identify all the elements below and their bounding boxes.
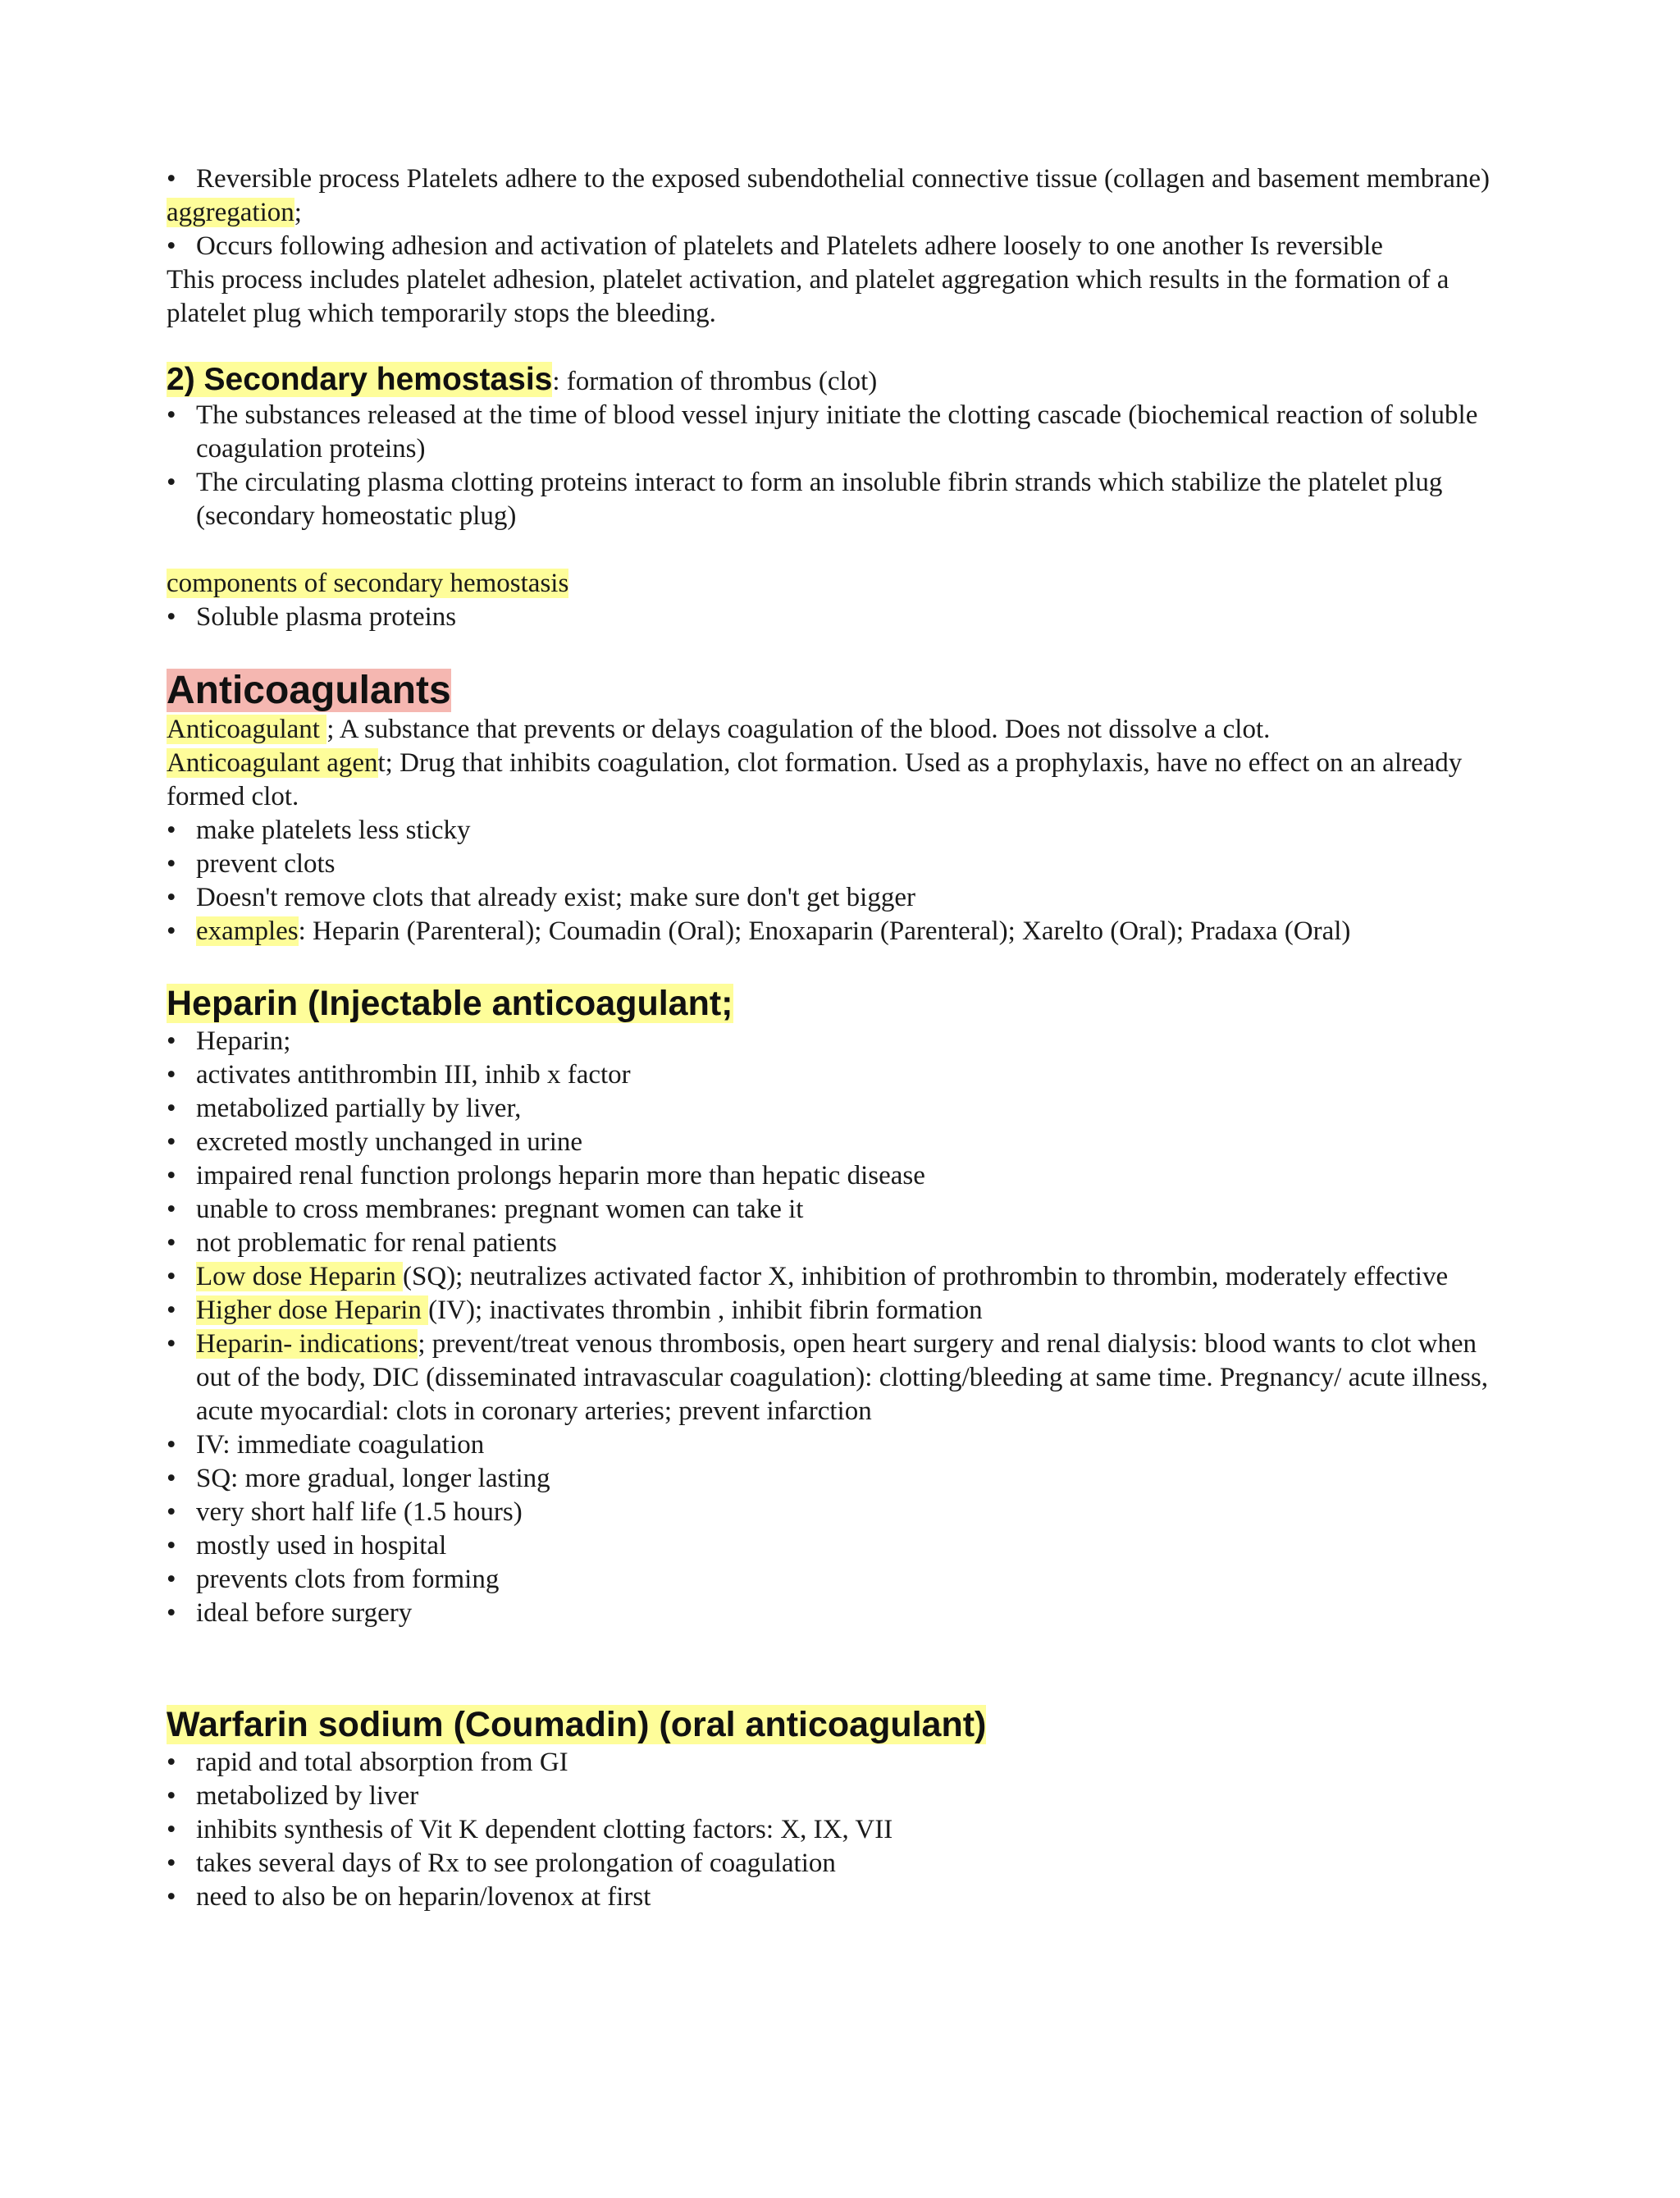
aggregation-rest: ; [294, 198, 302, 227]
bullet-text: The circulating plasma clotting proteins interact to form an insoluble fibrin strands which stabilize the platelet plug (secondary homeostatic plug) [196, 468, 1443, 531]
section-heading: Heparin (Injectable anticoagulant; [167, 984, 733, 1023]
bullet-text: Doesn't remove clots that already exist; make sure don't get bigger [196, 883, 915, 912]
list-item [167, 1092, 1512, 1126]
bullet-text: prevent clots [196, 849, 336, 879]
definition-term: Anticoagulant [167, 715, 327, 744]
components-label-line [167, 567, 1512, 601]
document-page [167, 162, 1512, 1914]
list-item [167, 814, 1512, 848]
list-item [167, 399, 1512, 466]
aggregation-line [167, 196, 1512, 230]
list-item [167, 1260, 1512, 1294]
list-item [167, 1058, 1512, 1092]
anticoagulants-heading-line [167, 669, 1512, 713]
list-item [167, 1462, 1512, 1496]
list-item [167, 1428, 1512, 1462]
bullet-text: inhibits synthesis of Vit K dependent clotting factors: X, IX, VII [196, 1815, 893, 1844]
bullet-text: Occurs following adhesion and activation of platelets and Platelets adhere loosely to one another Is reversible [196, 231, 1383, 261]
list-item [167, 1880, 1512, 1914]
bullet-text: unable to cross membranes: pregnant women can take it [196, 1195, 804, 1224]
warfarin-list [167, 1746, 1512, 1914]
list-item [167, 1294, 1512, 1327]
list-item [167, 601, 1512, 634]
bullet-text: not problematic for renal patients [196, 1228, 557, 1258]
examples-text: : Heparin (Parenteral); Coumadin (Oral); Enoxaparin (Parenteral); Xarelto (Oral); Pradaxa (Oral) [298, 916, 1351, 946]
list-item [167, 162, 1512, 196]
bullet-text: Soluble plasma proteins [196, 602, 457, 632]
definition-text: t; Drug that inhibits coagulation, clot formation. Used as a prophylaxis, have no effect on an already formed clot. [167, 748, 1463, 811]
heparin-list [167, 1025, 1512, 1630]
section-heading: Warfarin sodium (Coumadin) (oral anticoagulant) [167, 1705, 987, 1744]
bullet-text: metabolized partially by liver, [196, 1094, 522, 1123]
components-label: components of secondary hemostasis [167, 569, 569, 598]
definition-anticoagulant [167, 713, 1512, 747]
list-item [167, 848, 1512, 881]
list-item [167, 1193, 1512, 1227]
bullet-text: rapid and total absorption from GI [196, 1748, 568, 1777]
list-item [167, 1327, 1512, 1428]
bullet-text: prevents clots from forming [196, 1565, 500, 1594]
bullet-text: impaired renal function prolongs heparin more than hepatic disease [196, 1161, 925, 1190]
bullet-text: IV: immediate coagulation [196, 1430, 485, 1460]
list-item [167, 1780, 1512, 1813]
bullet-text: SQ: more gradual, longer lasting [196, 1464, 550, 1493]
list-item [167, 1813, 1512, 1847]
definition-anticoagulant-agent [167, 747, 1512, 814]
low-dose-term: Low dose Heparin [196, 1262, 404, 1291]
bullet-text: Heparin; [196, 1026, 291, 1056]
components-list [167, 601, 1512, 634]
list-item [167, 1227, 1512, 1260]
section-heading: 2) Secondary hemostasis [167, 362, 553, 397]
bullet-text: metabolized by liver [196, 1781, 419, 1811]
list-item [167, 915, 1512, 948]
aggregation-term: aggregation [167, 198, 294, 227]
bullet-text: The substances released at the time of blood vessel injury initiate the clotting cascade (biochemical reaction of soluble coagulation proteins) [196, 400, 1478, 464]
platelet-list [167, 162, 1512, 196]
bullet-text: takes several days of Rx to see prolongation of coagulation [196, 1848, 836, 1878]
bullet-text: Reversible process Platelets adhere to the exposed subendothelial connective tissue (collagen and basement membrane) [196, 164, 1491, 194]
anticoagulants-list [167, 814, 1512, 948]
list-item [167, 466, 1512, 533]
bullet-text: ideal before surgery [196, 1598, 413, 1628]
list-item [167, 881, 1512, 915]
heading-rest: : formation of thrombus (clot) [552, 367, 878, 396]
list-item [167, 1597, 1512, 1630]
bullet-text: excreted mostly unchanged in urine [196, 1127, 583, 1157]
aggregation-list [167, 230, 1512, 263]
indications-text: ; prevent/treat venous thrombosis, open heart surgery and renal dialysis: blood wants to clot when out of the body, DIC (disseminated intravascular coagulation): clotting/bleeding at same time. Pregnancy/ acute illness, acute myocardial: clots in coronary arteries; prevent infarction [196, 1329, 1489, 1426]
list-item [167, 1529, 1512, 1563]
indications-term: Heparin- indications [196, 1329, 418, 1359]
list-item [167, 1159, 1512, 1193]
high-dose-term: Higher dose Heparin [196, 1295, 429, 1325]
bullet-text: mostly used in hospital [196, 1531, 447, 1561]
bullet-text: make platelets less sticky [196, 816, 471, 845]
bullet-text: need to also be on heparin/lovenox at first [196, 1882, 651, 1912]
list-item [167, 1126, 1512, 1159]
definition-text: ; A substance that prevents or delays coagulation of the blood. Does not dissolve a clot. [326, 715, 1271, 744]
bullet-text: very short half life (1.5 hours) [196, 1497, 523, 1527]
list-item [167, 1746, 1512, 1780]
section-heading: Anticoagulants [167, 669, 451, 712]
list-item [167, 1496, 1512, 1529]
list-item [167, 230, 1512, 263]
low-dose-text: (SQ); neutralizes activated factor X, inhibition of prothrombin to thrombin, moderately effective [403, 1262, 1449, 1291]
secondary-heading-line [167, 361, 1512, 399]
heparin-heading-line [167, 983, 1512, 1025]
list-item [167, 1563, 1512, 1597]
high-dose-text: (IV); inactivates thrombin , inhibit fibrin formation [428, 1295, 983, 1325]
examples-term: examples [196, 916, 299, 946]
list-item [167, 1847, 1512, 1880]
bullet-text: activates antithrombin III, inhib x factor [196, 1060, 631, 1090]
warfarin-heading-line [167, 1704, 1512, 1746]
platelet-summary: This process includes platelet adhesion, platelet activation, and platelet aggregation which results in the formation of a platelet plug which temporarily stops the bleeding. [167, 265, 1449, 328]
secondary-list [167, 399, 1512, 533]
definition-term: Anticoagulant agen [167, 748, 378, 778]
list-item [167, 1025, 1512, 1058]
